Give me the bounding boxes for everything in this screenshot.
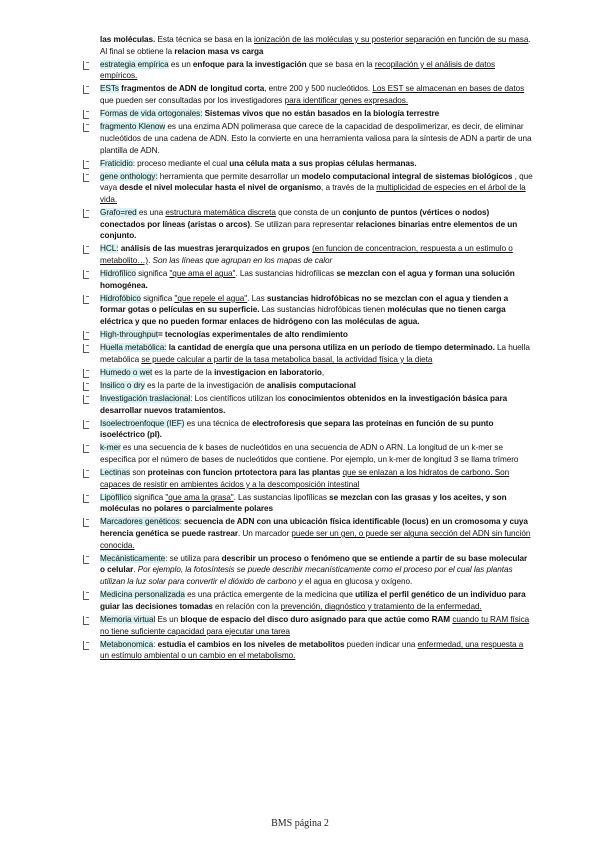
term-label: Memoria virtual xyxy=(100,614,156,624)
entry-text: describir un proceso o fenómeno que se entiende a partir de su base molecular o celular xyxy=(100,553,528,575)
checkbox-bullet-icon xyxy=(82,494,91,503)
entry-text: para identificar genes expresados. xyxy=(284,96,409,106)
entry-text: Esta técnica se basa en la xyxy=(155,35,255,44)
entry-text: puede ser un gen, o puede ser alguna sección del ADN sin función conocida. xyxy=(100,529,531,550)
term-label: Marcadores genéticos xyxy=(100,517,180,527)
entry-text: es una práctica emergente de la medicina que xyxy=(184,590,356,600)
glossary-entry xyxy=(82,171,534,206)
glossary-entry xyxy=(82,380,534,392)
term-label: Investigación traslacional xyxy=(100,393,191,403)
glossary-entry xyxy=(82,418,534,441)
entry-text: herramienta que permite desarrollar un xyxy=(157,171,302,181)
entry-text: es una xyxy=(136,207,166,217)
glossary-list xyxy=(82,34,534,663)
entry-text: análisis de las muestras jerarquizados en grupos xyxy=(118,244,310,254)
term-label: gene onthology: xyxy=(100,171,158,181)
entry-text: es una secuencia de k bases de nucleótidos en una secuencia de ADN o ARN. La longitud de un k-mer se especifica por el número de bases de nucleótidos que contiene. Por ejemplo, un k-mer de longitud 3 se llama trímero xyxy=(100,443,519,464)
glossary-entry xyxy=(82,121,534,156)
entry-text: enfermedad, una respuesta a un estímulo ambiental o un cambio en el metabolismo. xyxy=(100,639,524,661)
entry-text: es una técnica de xyxy=(184,418,253,428)
entry-text: : proceso mediante el cual xyxy=(132,158,230,168)
entry-text: . Las xyxy=(247,293,267,303)
term-label: Lectinas xyxy=(100,467,131,477)
entry-text: se mezclan con las grasas y los aceites, y son moléculas no polares o parcialmente polares xyxy=(100,492,507,514)
entry-text: Es un xyxy=(155,614,181,624)
entry-text: significa xyxy=(135,269,170,279)
entry-text: es un xyxy=(168,59,193,69)
entry-text: desde el nivel molecular hasta el nivel de organismo xyxy=(119,183,322,193)
entry-text: . Las sustancias lipofílicas xyxy=(233,492,330,502)
entry-text: . Un marcador xyxy=(237,529,292,539)
entry-text: , que vaya xyxy=(100,171,533,193)
glossary-entry xyxy=(82,342,534,365)
entry-text: son xyxy=(130,467,148,477)
entry-text: sustancias hidrofóbicas no se mezclan con el agua y tienden a formar gotas o películas en su superficie. xyxy=(100,293,509,315)
entry-text: prevención, diagnóstico y tratamiento de la enfermedad. xyxy=(280,601,482,611)
entry-text: . Las sustancias hidrofílicas xyxy=(235,269,337,279)
checkbox-bullet-icon xyxy=(82,123,91,132)
entry-text: se puede calcular a partir de la tasa metabolica basal, la actividad física y la dieta xyxy=(141,354,433,364)
term-label: Lipofílico xyxy=(100,492,132,502)
term-label: Fraticidio xyxy=(100,158,133,168)
term-label: Hidrofóbico xyxy=(100,293,141,303)
entry-text: significa xyxy=(140,293,175,303)
entry-text: investigacion en laboratorio xyxy=(214,367,322,377)
entry-text: fragmentos de ADN de longitud corta xyxy=(118,84,265,94)
entry-text: , xyxy=(321,367,325,377)
entry-text: que pueden ser consultadas por los investigadores xyxy=(100,96,285,106)
entry-text: estudia el cambios en los niveles de metabolitos xyxy=(157,639,345,649)
entry-text: (en funcion de concentracion, respuesta a un estimulo o metabolito…) xyxy=(100,244,513,266)
entry-text: = tecnologías experimentales de alto rendimiento xyxy=(157,330,348,340)
entry-text: . xyxy=(148,256,153,266)
glossary-entry xyxy=(82,614,534,637)
checkbox-bullet-icon xyxy=(82,469,91,478)
glossary-entry xyxy=(82,59,534,82)
checkbox-bullet-icon xyxy=(82,641,91,650)
term-label: Isoelectroenfoque (IEF) xyxy=(100,418,185,428)
term-label: HCL: xyxy=(100,244,119,254)
glossary-entry xyxy=(82,158,534,170)
checkbox-bullet-icon xyxy=(82,518,91,527)
term-label: Insilico o dry xyxy=(100,380,145,390)
checkbox-bullet-icon xyxy=(82,295,91,304)
term-label: Grafo=red xyxy=(100,207,137,217)
entry-text: recopilación y el análisis de datos empíricos. xyxy=(100,59,496,81)
checkbox-bullet-icon xyxy=(82,444,91,453)
entry-text: secuencia de ADN con una ubicación física identificable (locus) en un cromosoma y cuya herencia genética se puede rastrear xyxy=(100,517,528,539)
entry-text: se mezclan con el agua y forman una solución homogénea. xyxy=(100,269,515,290)
entry-text: bloque de espacio del disco duro asignado para que actúe como RAM xyxy=(180,614,451,624)
entry-text: electroforesis que separa las proteínas en función de su punto isoeléctrico (pI). xyxy=(100,418,494,440)
term-label: ESTs xyxy=(100,84,119,94)
entry-text: enfoque para la investigación xyxy=(192,59,307,69)
entry-text: las moléculas. xyxy=(100,35,156,44)
entry-text: La huella metabólica xyxy=(100,343,530,364)
entry-text: "que ama la grasa" xyxy=(165,492,234,502)
entry-text: en relación con la xyxy=(212,601,281,611)
checkbox-bullet-icon xyxy=(82,209,91,218)
checkbox-bullet-icon xyxy=(82,616,91,625)
checkbox-bullet-icon xyxy=(82,555,91,564)
checkbox-bullet-icon xyxy=(82,110,91,119)
glossary-entry xyxy=(82,492,534,515)
glossary-entry xyxy=(82,207,534,242)
entry-text: : xyxy=(179,517,185,527)
entry-text: la cantidad de energía que una persona utiliza en un período de tiempo determinado. xyxy=(166,343,495,353)
glossary-entry xyxy=(82,639,534,662)
entry-text: : se utiliza para xyxy=(165,553,222,563)
glossary-entry xyxy=(82,268,534,291)
glossary-entry xyxy=(82,367,534,379)
checkbox-bullet-icon xyxy=(82,395,91,404)
checkbox-bullet-icon xyxy=(82,369,91,378)
entry-text: relacion masa vs carga xyxy=(174,46,264,56)
glossary-entry xyxy=(82,553,534,588)
entry-text: es la parte de la xyxy=(152,367,215,377)
entry-text: moléculas que no tienen carga eléctrica y que no pueden formar enlaces de hidrógeno con las moléculas de agua. xyxy=(100,305,506,327)
entry-text: , a través de la xyxy=(321,183,377,193)
entry-text: que se basa en la xyxy=(306,59,375,69)
glossary-entry xyxy=(82,516,534,551)
entry-text: utiliza el perfil genético de un individuo para guiar las decisiones tomadas xyxy=(100,590,526,611)
entry-text: , entre 200 y 500 nucleótidos. xyxy=(264,84,373,94)
checkbox-bullet-icon xyxy=(82,344,91,353)
term-label: k-mer xyxy=(100,443,121,453)
term-label: Huella metabólica: xyxy=(100,343,167,353)
entry-text: pueden indicar una xyxy=(344,639,418,649)
entry-text: "que ama el agua" xyxy=(169,269,236,279)
entry-text: "que repele el agua" xyxy=(174,293,248,303)
term-label: estrategia empírica xyxy=(100,59,169,69)
term-label: Mecánisticamente xyxy=(100,553,166,563)
entry-text: . xyxy=(133,565,138,575)
entry-text: Son las líneas que agrupan en los mapas de calor xyxy=(152,256,333,266)
entry-text: conocimientos obtenidos en la investigación básica para desarrollar nuevos tratamientos. xyxy=(100,393,508,415)
checkbox-bullet-icon xyxy=(82,61,91,70)
glossary-entry xyxy=(82,329,534,341)
term-label: Hidrofílico xyxy=(100,269,136,279)
entry-text: Los EST se almacenan en bases de datos xyxy=(372,84,525,94)
glossary-entry xyxy=(82,467,534,490)
entry-text: es una enzima ADN polimerasa que carece de la capacidad de despolimerizar, es decir, de eliminar nucleótidos de una cadena de ADN. Esto la convierte en una herramienta valiosa para la síntesis de ADN a partir de una plantilla de ADN. xyxy=(100,122,532,155)
entry-text: que se enlazan a los hidratos de carbono. Son capaces de resistir en ambientes ácidos y a la descomposición intestinal xyxy=(100,467,510,489)
checkbox-bullet-icon xyxy=(82,331,91,340)
entry-text: es la parte de la investigación de xyxy=(144,380,267,390)
entry-text: . Al final se obtiene la xyxy=(100,35,531,56)
checkbox-bullet-icon xyxy=(82,270,91,279)
term-label: Humedo o wet xyxy=(100,367,153,377)
entry-text: relaciones binarias entre elementos de un conjunto. xyxy=(100,219,518,241)
entry-text: modelo computacional integral de sistemas biológicos xyxy=(301,171,513,181)
entry-text: cuando tu RAM física no tiene suficiente capacidad para ejecutar una tarea xyxy=(100,614,530,636)
entry-text: : Los científicos utilizan los xyxy=(190,393,288,403)
entry-text: proteinas con funcion prtotectora para las plantas xyxy=(147,467,341,477)
glossary-entry xyxy=(82,589,534,612)
entry-text: el agua en glucosa y oxígeno. xyxy=(302,577,413,587)
page-footer: BMS página 2 xyxy=(271,818,329,829)
term-label: High-throughput xyxy=(100,330,158,340)
entry-text: Las sustancias hidrofóbicas tienen xyxy=(259,305,388,315)
term-label: Formas de vida ortogonales: xyxy=(100,109,203,119)
term-label: Metabonomica xyxy=(100,639,154,649)
glossary-entry xyxy=(82,83,534,106)
entry-text: . Se utilizan para representar xyxy=(250,219,356,229)
glossary-entry xyxy=(82,243,534,266)
checkbox-bullet-icon xyxy=(82,245,91,254)
term-label: Medicina personalizada xyxy=(100,590,185,600)
glossary-entry xyxy=(82,293,534,328)
entry-text: Por ejemplo, la fotosíntesis se puede describir mecanísticamente como el proceso por el cual las plantas utilizan la luz solar para convertir el dióxido de carbono y xyxy=(100,565,513,587)
checkbox-bullet-icon xyxy=(82,85,91,94)
entry-text: conjunto de puntos (vértices o nodos) conectados por líneas (aristas o arcos) xyxy=(100,207,490,229)
entry-text: ionización de las moléculas y su posterior separación en función de su masa xyxy=(254,35,529,44)
checkbox-bullet-icon xyxy=(82,420,91,429)
glossary-entry xyxy=(82,108,534,120)
entry-text: analisis computacional xyxy=(266,380,356,390)
term-label: fragmento Klenow xyxy=(100,122,166,132)
entry-text: que consta de un xyxy=(275,207,343,217)
entry-text: multiplicidad de especies en el árbol de la vida. xyxy=(100,183,526,204)
checkbox-bullet-icon xyxy=(82,160,91,169)
checkbox-bullet-icon xyxy=(82,591,91,600)
checkbox-bullet-icon xyxy=(82,173,91,182)
entry-text: : xyxy=(153,639,158,649)
entry-text: significa xyxy=(131,492,166,502)
entry-text: una célula mata a sus propias células hermanas. xyxy=(229,158,417,168)
glossary-entry xyxy=(82,442,534,465)
glossary-entry xyxy=(82,393,534,416)
entry-text: estructura matemática discreta xyxy=(165,207,276,217)
entry-text: Sistemas vivos que no están basados en la biología terrestre xyxy=(202,109,440,119)
continuation-paragraph xyxy=(100,34,534,57)
checkbox-bullet-icon xyxy=(82,382,91,391)
